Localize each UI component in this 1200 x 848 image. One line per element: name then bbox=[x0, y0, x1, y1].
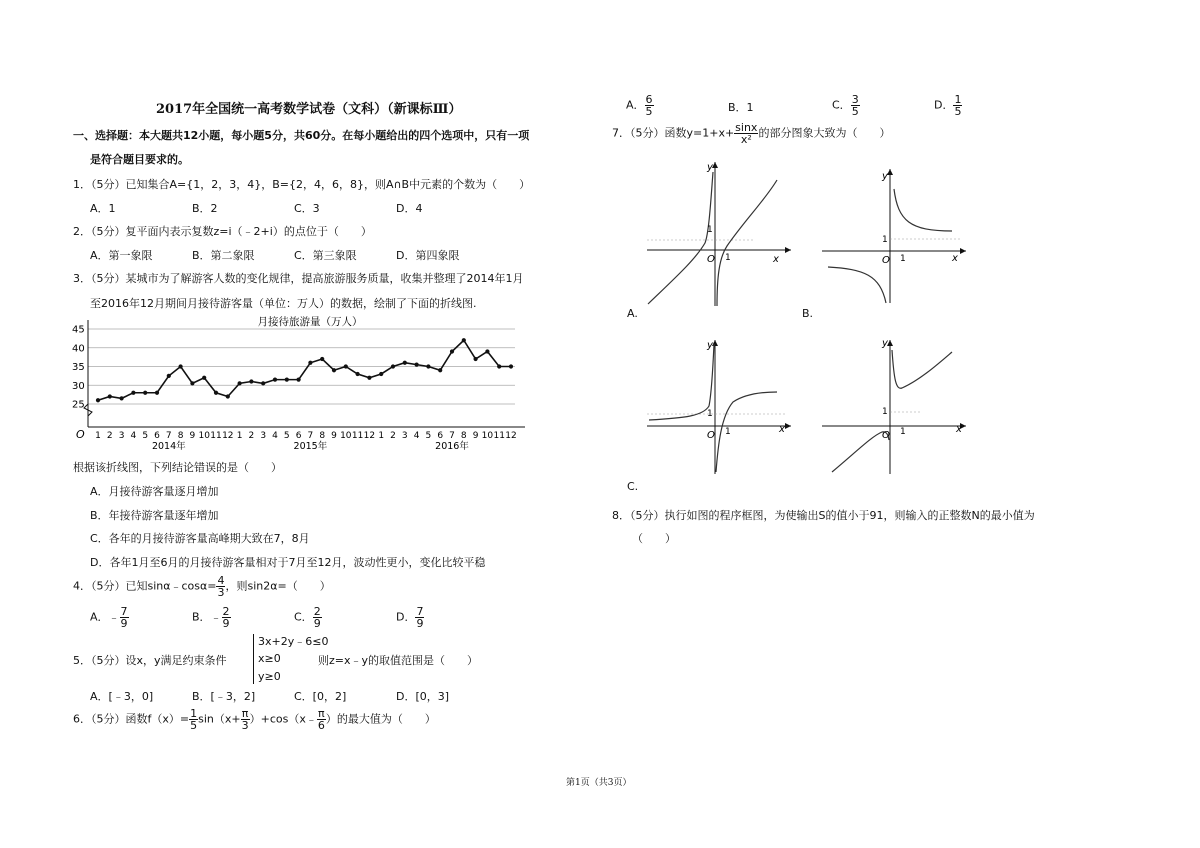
chart-data-point bbox=[438, 368, 442, 372]
graph-c-x-arrow-icon bbox=[785, 423, 791, 429]
chart-x-tick-label: 1 bbox=[378, 431, 385, 441]
chart-x-tick-label: 7 bbox=[449, 431, 455, 441]
chart-x-tick-label: 7 bbox=[307, 431, 314, 441]
graph-d-one-x-label: 1 bbox=[900, 427, 906, 437]
q1-stem: 1．（5分）已知集合A={1，2，3，4}，B={2，4，6，8}，则A∩B中元素的个数为（ ） bbox=[73, 178, 531, 191]
q1-option-c: C．3 bbox=[294, 202, 320, 215]
chart-data-point bbox=[450, 349, 454, 353]
q7-label-c: C. bbox=[627, 480, 639, 493]
q1-option-b: B．2 bbox=[192, 202, 218, 215]
chart-x-tick-label: 2 bbox=[248, 431, 255, 441]
q5-post: 则z=x﹣y的取值范围是（ ） bbox=[318, 654, 479, 667]
q3-option-d: D．各年1月至6月的月接待游客量相对于7月至12月，波动性更小，变化比较平稳 bbox=[90, 556, 486, 569]
q6-d1: 5 bbox=[190, 719, 198, 732]
q7-graph-b bbox=[820, 165, 970, 305]
q1-option-d: D．4 bbox=[396, 202, 423, 215]
q6-option-d bbox=[934, 94, 962, 117]
q6-d-den: 5 bbox=[954, 105, 962, 118]
chart-x-tick-label: 2 bbox=[390, 431, 396, 441]
graph-b-curve-left bbox=[828, 267, 886, 303]
chart-data-point bbox=[308, 361, 312, 365]
graph-c-one-x-label: 1 bbox=[725, 427, 731, 437]
chart-data-point bbox=[344, 364, 348, 368]
graph-b-curve-right bbox=[894, 189, 952, 231]
q5-constraint-3: y≥0 bbox=[258, 670, 281, 683]
q4-d-num: 7 bbox=[416, 605, 424, 618]
q6-n3: π bbox=[318, 707, 325, 720]
chart-data-point bbox=[509, 364, 513, 368]
q3-stem-line1: 3．（5分）某城市为了解游客人数的变化规律，提高旅游服务质量，收集并整理了2014年1月 bbox=[73, 272, 524, 285]
chart-x-tick-label: 11 bbox=[351, 431, 364, 441]
chart-data-point bbox=[285, 378, 289, 382]
chart-x-tick-label: 12 bbox=[505, 431, 517, 441]
q7-label-a: A. bbox=[627, 307, 638, 320]
chart-y-tick-label: 30 bbox=[72, 380, 85, 392]
chart-data-point bbox=[403, 361, 407, 365]
q4-c-den: 9 bbox=[313, 617, 321, 630]
q2-stem: 2．（5分）复平面内表示复数z=i（﹣2+i）的点位于（ ） bbox=[73, 225, 372, 238]
chart-data-point bbox=[462, 338, 466, 342]
q6-option-a bbox=[626, 94, 654, 117]
q5-constraint-1: 3x+2y﹣6≤0 bbox=[258, 635, 329, 648]
q6-post: ）的最大值为（ ） bbox=[325, 712, 436, 726]
graph-b-one-label: 1 bbox=[882, 235, 888, 245]
q4-d-label: D． bbox=[396, 610, 416, 624]
q4-post: ，则sin2α=（ ） bbox=[225, 579, 331, 593]
q4-b-num: 2 bbox=[222, 605, 230, 618]
chart-data-point bbox=[143, 391, 147, 395]
q4-a-label: A．﹣ bbox=[90, 610, 120, 624]
graph-a-curve-right bbox=[717, 180, 777, 306]
chart-data-point bbox=[108, 394, 112, 398]
q6-d-label: D． bbox=[934, 98, 954, 112]
chart-x-tick-label: 5 bbox=[283, 431, 290, 441]
chart-y-tick-label: 35 bbox=[72, 362, 85, 373]
chart-x-tick-label: 5 bbox=[142, 431, 149, 441]
q4-den: 3 bbox=[217, 586, 225, 599]
graph-c-curve-left bbox=[649, 344, 714, 420]
graph-d-x-label: x bbox=[956, 424, 962, 435]
page-title: 2017年全国统一高考数学试卷（文科）（新课标Ⅲ） bbox=[156, 102, 462, 117]
graph-b-x-arrow-icon bbox=[960, 248, 966, 254]
q4-b-den: 9 bbox=[222, 617, 230, 630]
chart-data-point bbox=[249, 379, 253, 383]
q2-option-d: D．第四象限 bbox=[396, 249, 460, 262]
chart-x-tick-label: 6 bbox=[295, 431, 302, 441]
q7-graph-c bbox=[645, 336, 795, 476]
chart-y-tick-label: 40 bbox=[72, 343, 85, 355]
chart-data-point bbox=[367, 376, 371, 380]
graph-a-curve-left bbox=[648, 172, 713, 304]
chart-x-tick-label: 8 bbox=[319, 431, 326, 441]
q2-option-c: C．第三象限 bbox=[294, 249, 357, 262]
chart-data-point bbox=[485, 349, 489, 353]
chart-data-point bbox=[238, 381, 242, 385]
chart-data-point bbox=[379, 372, 383, 376]
chart-x-tick-label: 4 bbox=[130, 431, 137, 441]
chart-x-tick-label: 9 bbox=[331, 431, 337, 441]
chart-x-tick-label: 10 bbox=[481, 431, 494, 441]
graph-d-curve-left bbox=[832, 432, 889, 472]
chart-data-point bbox=[179, 364, 183, 368]
q6-option-b: B．1 bbox=[728, 101, 754, 114]
q5-option-d: D．[0，3] bbox=[396, 690, 450, 703]
chart-data-point bbox=[96, 398, 100, 402]
q4-option-d bbox=[396, 606, 424, 629]
q3-option-a: A．月接待游客量逐月增加 bbox=[90, 485, 219, 498]
q3-option-b: B．年接待游客量逐年增加 bbox=[90, 509, 219, 522]
chart-x-tick-label: 8 bbox=[177, 431, 184, 441]
q6-stem bbox=[73, 708, 436, 731]
q4-pre: 4．（5分）已知sinα﹣cosα= bbox=[73, 579, 217, 593]
graph-b-origin-label: O bbox=[882, 255, 890, 266]
q4-a-num: 7 bbox=[120, 605, 128, 618]
q6-n1: 1 bbox=[190, 707, 198, 720]
q4-a-den: 9 bbox=[120, 617, 128, 630]
chart-x-tick-label: 3 bbox=[118, 431, 125, 441]
q2-option-a: A．第一象限 bbox=[90, 249, 153, 262]
q4-option-b bbox=[192, 606, 231, 629]
q6-a-label: A． bbox=[626, 98, 645, 112]
q6-c-num: 3 bbox=[851, 93, 859, 106]
graph-c-y-label: y bbox=[707, 340, 713, 351]
tourist-line-chart bbox=[70, 312, 530, 457]
chart-data-point bbox=[497, 364, 501, 368]
q4-d-den: 9 bbox=[416, 617, 424, 630]
q7-pre: 7．（5分）函数y=1+x+ bbox=[612, 126, 735, 140]
section-header-line2: 是符合题目要求的。 bbox=[90, 153, 189, 166]
q7-num: sinx bbox=[735, 121, 758, 134]
q6-mid2: ）+cos（x﹣ bbox=[249, 712, 317, 726]
q6-pre: 6．（5分）函数f（x）= bbox=[73, 712, 190, 726]
q7-den: x² bbox=[740, 133, 752, 146]
graph-a-one-label: 1 bbox=[707, 225, 713, 235]
chart-data-point bbox=[261, 381, 265, 385]
graph-a-x-label: x bbox=[773, 254, 779, 265]
chart-data-point bbox=[167, 374, 171, 378]
graph-a-y-label: y bbox=[707, 162, 713, 173]
chart-x-tick-label: 6 bbox=[437, 431, 444, 441]
chart-title: 月接待旅游量（万人） bbox=[257, 316, 363, 328]
chart-data-point bbox=[131, 391, 135, 395]
q6-d2: 3 bbox=[241, 719, 249, 732]
q4-c-label: C． bbox=[294, 610, 313, 624]
chart-data-point bbox=[474, 357, 478, 361]
chart-x-tick-label: 8 bbox=[460, 431, 467, 441]
q6-d-num: 1 bbox=[954, 93, 962, 106]
chart-x-tick-label: 12 bbox=[363, 431, 376, 441]
chart-data-point bbox=[320, 357, 324, 361]
q7-post: 的部分图象大致为（ ） bbox=[758, 126, 891, 140]
q6-mid1: sin（x+ bbox=[198, 712, 241, 726]
chart-data-point bbox=[332, 368, 336, 372]
chart-year-label: 2016年 bbox=[435, 441, 469, 452]
q5-option-b: B．[﹣3，2] bbox=[192, 690, 256, 703]
graph-d-curve-right bbox=[892, 350, 952, 388]
q3-stem-line2: 至2016年12月期间月接待游客量（单位：万人）的数据，绘制了下面的折线图. bbox=[90, 297, 477, 310]
q7-label-b: B. bbox=[802, 307, 814, 320]
chart-data-point bbox=[202, 376, 206, 380]
q4-stem bbox=[73, 575, 331, 598]
q7-graph-a bbox=[645, 158, 795, 308]
graph-b-one-x-label: 1 bbox=[900, 254, 906, 264]
chart-year-label: 2015年 bbox=[293, 441, 328, 452]
graph-b-y-label: y bbox=[882, 171, 888, 182]
graph-d-y-label: y bbox=[882, 338, 888, 349]
q7-stem bbox=[612, 122, 890, 145]
q4-b-label: B．﹣ bbox=[192, 610, 222, 624]
graph-a-one-x-label: 1 bbox=[725, 253, 731, 263]
chart-x-tick-label: 9 bbox=[472, 431, 479, 441]
chart-x-tick-label: 6 bbox=[154, 431, 160, 441]
graph-a-origin-label: O bbox=[707, 254, 715, 265]
chart-data-point bbox=[426, 364, 430, 368]
q5-brace bbox=[253, 634, 254, 684]
q6-option-c bbox=[832, 94, 860, 117]
chart-x-tick-label: 2 bbox=[106, 431, 113, 441]
chart-x-tick-label: 9 bbox=[189, 431, 196, 441]
chart-x-tick-label: 7 bbox=[165, 431, 172, 441]
q2-option-b: B．第二象限 bbox=[192, 249, 255, 262]
chart-data-point bbox=[120, 396, 124, 400]
chart-data-point bbox=[226, 394, 230, 398]
chart-x-tick-label: 3 bbox=[401, 431, 408, 441]
graph-c-x-label: x bbox=[779, 424, 785, 435]
page-footer: 第1页（共3页） bbox=[566, 778, 632, 788]
section-header-line1: 一、选择题：本大题共12小题，每小题5分，共60分。在每小题给出的四个选项中，只有一项 bbox=[73, 129, 530, 142]
graph-c-origin-label: O bbox=[707, 430, 715, 441]
q3-after: 根据该折线图，下列结论错误的是（ ） bbox=[73, 461, 282, 474]
chart-x-tick-label: 10 bbox=[198, 431, 210, 441]
chart-data-point bbox=[155, 391, 159, 395]
chart-y-tick-label: 45 bbox=[72, 324, 85, 336]
chart-origin-label: O bbox=[76, 428, 85, 441]
q6-a-num: 6 bbox=[645, 93, 653, 106]
q6-d3: 6 bbox=[317, 719, 325, 732]
q6-n2: π bbox=[241, 707, 249, 720]
chart-x-tick-label: 4 bbox=[413, 431, 420, 441]
q6-c-den: 5 bbox=[851, 105, 859, 118]
chart-data-point bbox=[415, 363, 419, 367]
q1-option-a: A．1 bbox=[90, 202, 116, 215]
chart-data-point bbox=[273, 378, 277, 382]
chart-year-label: 2014年 bbox=[151, 441, 186, 452]
graph-a-x-arrow-icon bbox=[785, 247, 791, 253]
q4-option-c bbox=[294, 606, 322, 629]
graph-d-one-label: 1 bbox=[882, 407, 888, 417]
chart-x-tick-label: 12 bbox=[222, 431, 234, 441]
q5-constraint-2: x≥0 bbox=[258, 652, 281, 665]
chart-x-tick-label: 1 bbox=[95, 431, 101, 441]
graph-b-x-label: x bbox=[952, 253, 958, 264]
graph-d-origin-label: O bbox=[882, 430, 890, 441]
q5-option-a: A．[﹣3，0] bbox=[90, 690, 154, 703]
q7-graph-d bbox=[820, 336, 970, 476]
chart-x-tick-label: 4 bbox=[272, 431, 278, 441]
chart-y-tick-label: 25 bbox=[72, 399, 85, 411]
q4-c-num: 2 bbox=[313, 605, 321, 618]
chart-series-line bbox=[98, 340, 511, 400]
chart-x-tick-label: 3 bbox=[260, 431, 267, 441]
chart-x-tick-label: 11 bbox=[210, 431, 222, 441]
chart-x-tick-label: 11 bbox=[493, 431, 505, 441]
q4-num: 4 bbox=[217, 574, 225, 587]
q3-option-c: C．各年的月接待游客量高峰期大致在7，8月 bbox=[90, 532, 310, 545]
chart-x-tick-label: 10 bbox=[340, 431, 352, 441]
graph-c-one-label: 1 bbox=[707, 409, 713, 419]
q5-option-c: C．[0，2] bbox=[294, 690, 347, 703]
q6-a-den: 5 bbox=[645, 105, 653, 118]
chart-x-tick-label: 5 bbox=[425, 431, 432, 441]
q8-stem-line2: （ ） bbox=[632, 532, 676, 545]
chart-data-point bbox=[190, 381, 194, 385]
chart-x-tick-label: 1 bbox=[236, 431, 243, 441]
q6-c-label: C． bbox=[832, 98, 851, 112]
chart-data-point bbox=[214, 391, 218, 395]
q5-pre: 5．（5分）设x，y满足约束条件 bbox=[73, 654, 227, 667]
q8-stem-line1: 8．（5分）执行如图的程序框图，为使输出S的值小于91，则输入的正整数N的最小值为 bbox=[612, 509, 1035, 522]
chart-data-point bbox=[391, 364, 395, 368]
chart-data-point bbox=[356, 372, 360, 376]
chart-data-point bbox=[297, 378, 301, 382]
q4-option-a bbox=[90, 606, 129, 629]
